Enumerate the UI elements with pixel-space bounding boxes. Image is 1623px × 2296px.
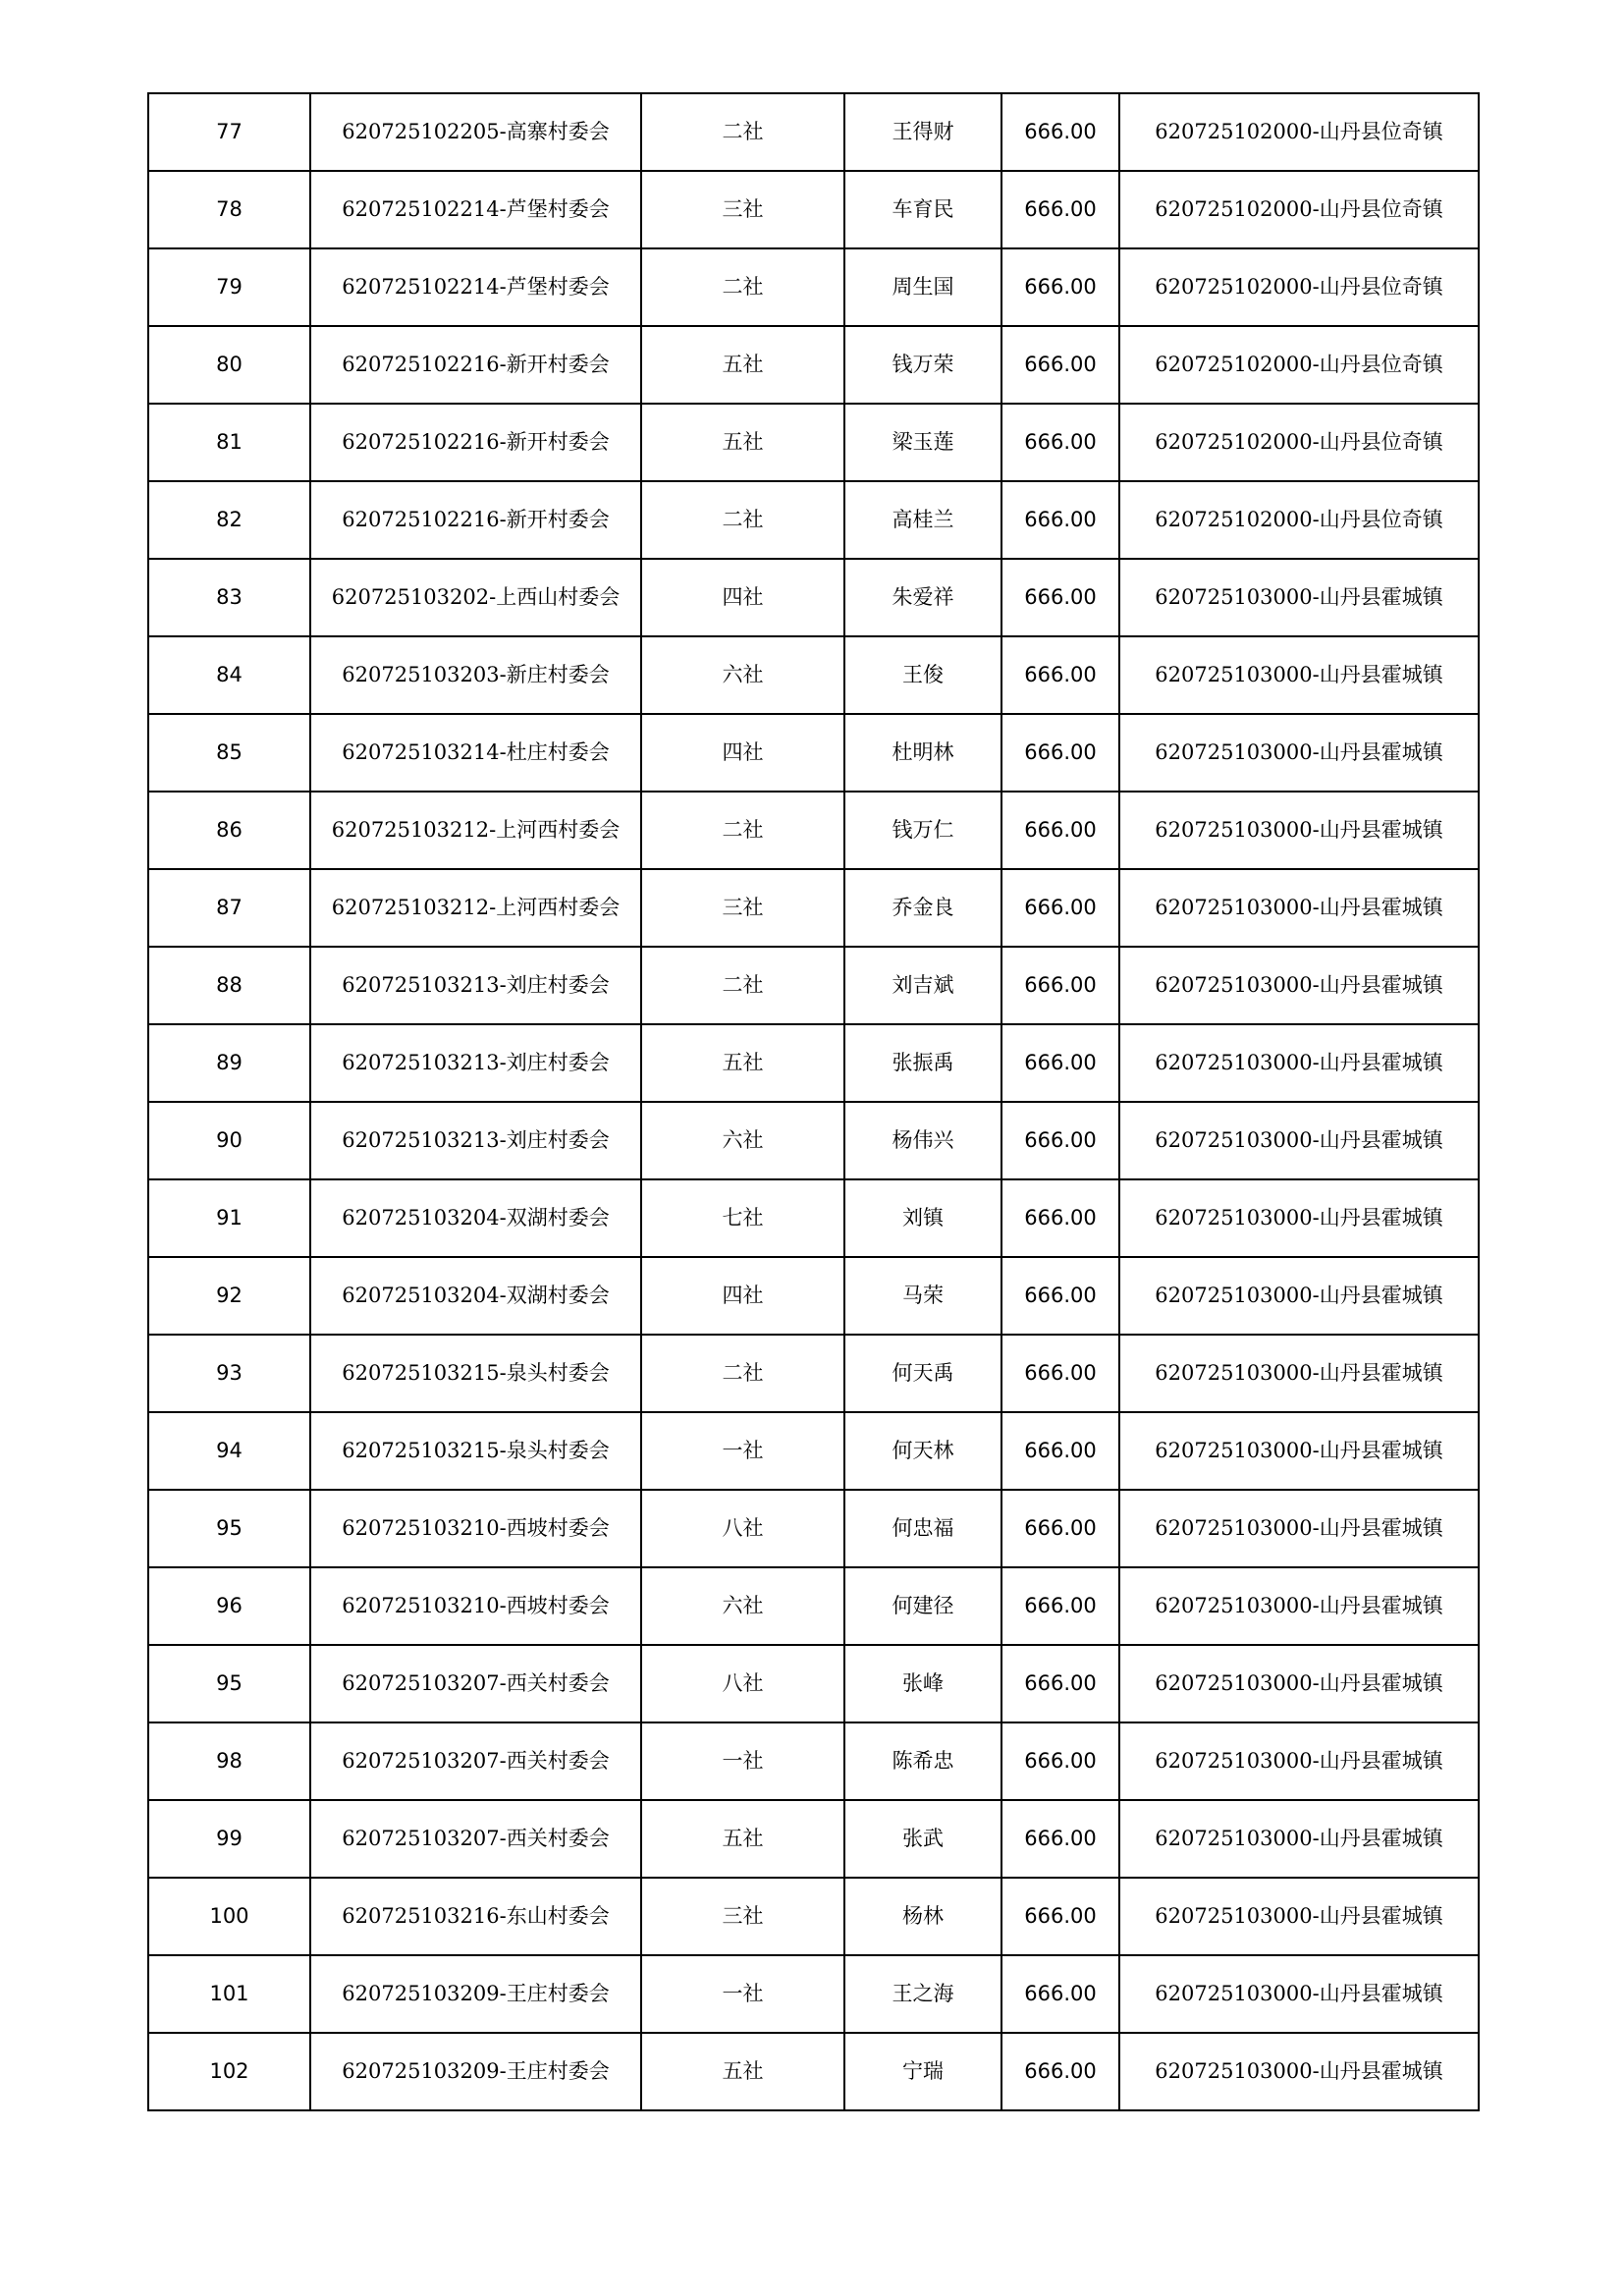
cell-village-committee: 620725103204-双湖村委会 (310, 1179, 641, 1257)
cell-village-group: 八社 (641, 1645, 844, 1722)
cell-serial-number: 84 (148, 636, 310, 714)
cell-person-name: 王之海 (844, 1955, 1001, 2033)
cell-village-group: 一社 (641, 1722, 844, 1800)
cell-village-group: 四社 (641, 559, 844, 636)
cell-village-committee: 620725103207-西关村委会 (310, 1800, 641, 1878)
cell-village-committee: 620725102205-高寨村委会 (310, 93, 641, 171)
cell-township: 620725103000-山丹县霍城镇 (1119, 1645, 1479, 1722)
cell-serial-number: 80 (148, 326, 310, 404)
cell-serial-number: 93 (148, 1335, 310, 1412)
cell-township: 620725103000-山丹县霍城镇 (1119, 1102, 1479, 1179)
cell-serial-number: 88 (148, 947, 310, 1024)
cell-amount: 666.00 (1001, 1102, 1119, 1179)
cell-serial-number: 94 (148, 1412, 310, 1490)
cell-serial-number: 95 (148, 1490, 310, 1567)
table-row (148, 481, 1479, 559)
cell-amount: 666.00 (1001, 481, 1119, 559)
table-row (148, 1490, 1479, 1567)
cell-village-committee: 620725103202-上西山村委会 (310, 559, 641, 636)
cell-village-group: 八社 (641, 1490, 844, 1567)
cell-person-name: 何建径 (844, 1567, 1001, 1645)
table-row (148, 1412, 1479, 1490)
cell-serial-number: 102 (148, 2033, 310, 2110)
cell-amount: 666.00 (1001, 1490, 1119, 1567)
cell-village-committee: 620725103215-泉头村委会 (310, 1335, 641, 1412)
cell-township: 620725103000-山丹县霍城镇 (1119, 792, 1479, 869)
cell-person-name: 杨伟兴 (844, 1102, 1001, 1179)
cell-village-committee: 620725102214-芦堡村委会 (310, 248, 641, 326)
cell-village-group: 六社 (641, 636, 844, 714)
table-row (148, 1645, 1479, 1722)
table-row (148, 93, 1479, 171)
table-row (148, 1878, 1479, 1955)
cell-amount: 666.00 (1001, 93, 1119, 171)
table-row (148, 636, 1479, 714)
table-row (148, 1722, 1479, 1800)
table-row (148, 559, 1479, 636)
cell-amount: 666.00 (1001, 636, 1119, 714)
cell-village-group: 七社 (641, 1179, 844, 1257)
table-row (148, 1179, 1479, 1257)
cell-person-name: 何天林 (844, 1412, 1001, 1490)
cell-village-group: 六社 (641, 1567, 844, 1645)
cell-township: 620725103000-山丹县霍城镇 (1119, 559, 1479, 636)
cell-amount: 666.00 (1001, 1645, 1119, 1722)
table-row (148, 171, 1479, 248)
cell-village-committee: 620725102216-新开村委会 (310, 404, 641, 481)
cell-amount: 666.00 (1001, 404, 1119, 481)
cell-village-committee: 620725103210-西坡村委会 (310, 1490, 641, 1567)
cell-amount: 666.00 (1001, 1878, 1119, 1955)
cell-township: 620725102000-山丹县位奇镇 (1119, 248, 1479, 326)
cell-person-name: 杜明林 (844, 714, 1001, 792)
cell-village-group: 五社 (641, 1800, 844, 1878)
cell-amount: 666.00 (1001, 1800, 1119, 1878)
table-row (148, 1257, 1479, 1335)
cell-serial-number: 96 (148, 1567, 310, 1645)
cell-village-group: 五社 (641, 1024, 844, 1102)
cell-amount: 666.00 (1001, 1412, 1119, 1490)
cell-township: 620725103000-山丹县霍城镇 (1119, 869, 1479, 947)
cell-serial-number: 90 (148, 1102, 310, 1179)
cell-township: 620725102000-山丹县位奇镇 (1119, 171, 1479, 248)
roster-table-body (148, 93, 1479, 2110)
cell-village-group: 六社 (641, 1102, 844, 1179)
cell-village-group: 四社 (641, 714, 844, 792)
cell-person-name: 王得财 (844, 93, 1001, 171)
cell-township: 620725103000-山丹县霍城镇 (1119, 1179, 1479, 1257)
cell-person-name: 何天禹 (844, 1335, 1001, 1412)
cell-serial-number: 85 (148, 714, 310, 792)
cell-person-name: 马荣 (844, 1257, 1001, 1335)
cell-amount: 666.00 (1001, 792, 1119, 869)
cell-person-name: 车育民 (844, 171, 1001, 248)
cell-person-name: 梁玉莲 (844, 404, 1001, 481)
cell-person-name: 杨林 (844, 1878, 1001, 1955)
cell-serial-number: 92 (148, 1257, 310, 1335)
cell-township: 620725102000-山丹县位奇镇 (1119, 326, 1479, 404)
cell-person-name: 陈希忠 (844, 1722, 1001, 1800)
cell-village-group: 二社 (641, 248, 844, 326)
cell-amount: 666.00 (1001, 1257, 1119, 1335)
cell-person-name: 张峰 (844, 1645, 1001, 1722)
cell-village-group: 三社 (641, 1878, 844, 1955)
cell-amount: 666.00 (1001, 947, 1119, 1024)
cell-township: 620725103000-山丹县霍城镇 (1119, 1722, 1479, 1800)
cell-village-committee: 620725103213-刘庄村委会 (310, 947, 641, 1024)
cell-township: 620725103000-山丹县霍城镇 (1119, 1800, 1479, 1878)
cell-person-name: 钱万仁 (844, 792, 1001, 869)
cell-person-name: 王俊 (844, 636, 1001, 714)
cell-person-name: 何忠福 (844, 1490, 1001, 1567)
cell-village-committee: 620725103214-杜庄村委会 (310, 714, 641, 792)
cell-serial-number: 77 (148, 93, 310, 171)
table-row (148, 248, 1479, 326)
cell-serial-number: 98 (148, 1722, 310, 1800)
cell-serial-number: 101 (148, 1955, 310, 2033)
cell-village-committee: 620725103212-上河西村委会 (310, 869, 641, 947)
cell-village-committee: 620725103213-刘庄村委会 (310, 1024, 641, 1102)
table-row (148, 1335, 1479, 1412)
cell-village-committee: 620725102216-新开村委会 (310, 326, 641, 404)
cell-person-name: 乔金良 (844, 869, 1001, 947)
cell-village-group: 二社 (641, 1335, 844, 1412)
cell-township: 620725103000-山丹县霍城镇 (1119, 947, 1479, 1024)
cell-village-group: 二社 (641, 481, 844, 559)
cell-serial-number: 82 (148, 481, 310, 559)
cell-township: 620725103000-山丹县霍城镇 (1119, 714, 1479, 792)
table-row (148, 792, 1479, 869)
table-row (148, 326, 1479, 404)
cell-village-group: 四社 (641, 1257, 844, 1335)
cell-village-group: 二社 (641, 792, 844, 869)
cell-serial-number: 83 (148, 559, 310, 636)
cell-serial-number: 81 (148, 404, 310, 481)
cell-person-name: 张武 (844, 1800, 1001, 1878)
cell-township: 620725102000-山丹县位奇镇 (1119, 481, 1479, 559)
cell-serial-number: 78 (148, 171, 310, 248)
table-row (148, 1567, 1479, 1645)
cell-village-group: 二社 (641, 93, 844, 171)
table-row (148, 1102, 1479, 1179)
cell-township: 620725103000-山丹县霍城镇 (1119, 1955, 1479, 2033)
cell-amount: 666.00 (1001, 1567, 1119, 1645)
cell-amount: 666.00 (1001, 1722, 1119, 1800)
table-row (148, 1024, 1479, 1102)
cell-township: 620725103000-山丹县霍城镇 (1119, 2033, 1479, 2110)
cell-township: 620725102000-山丹县位奇镇 (1119, 404, 1479, 481)
cell-township: 620725103000-山丹县霍城镇 (1119, 1257, 1479, 1335)
cell-village-group: 三社 (641, 171, 844, 248)
cell-serial-number: 99 (148, 1800, 310, 1878)
cell-amount: 666.00 (1001, 1179, 1119, 1257)
cell-village-group: 五社 (641, 404, 844, 481)
cell-serial-number: 79 (148, 248, 310, 326)
cell-amount: 666.00 (1001, 869, 1119, 947)
cell-township: 620725103000-山丹县霍城镇 (1119, 1412, 1479, 1490)
cell-township: 620725103000-山丹县霍城镇 (1119, 1490, 1479, 1567)
cell-village-committee: 620725103213-刘庄村委会 (310, 1102, 641, 1179)
cell-township: 620725103000-山丹县霍城镇 (1119, 1567, 1479, 1645)
cell-serial-number: 100 (148, 1878, 310, 1955)
cell-township: 620725103000-山丹县霍城镇 (1119, 1878, 1479, 1955)
cell-amount: 666.00 (1001, 559, 1119, 636)
cell-amount: 666.00 (1001, 714, 1119, 792)
cell-village-committee: 620725103215-泉头村委会 (310, 1412, 641, 1490)
cell-village-group: 三社 (641, 869, 844, 947)
cell-amount: 666.00 (1001, 248, 1119, 326)
cell-village-group: 一社 (641, 1955, 844, 2033)
cell-serial-number: 89 (148, 1024, 310, 1102)
cell-village-committee: 620725102216-新开村委会 (310, 481, 641, 559)
cell-person-name: 宁瑞 (844, 2033, 1001, 2110)
cell-person-name: 朱爱祥 (844, 559, 1001, 636)
cell-person-name: 张振禹 (844, 1024, 1001, 1102)
cell-serial-number: 87 (148, 869, 310, 947)
cell-village-group: 一社 (641, 1412, 844, 1490)
table-row (148, 869, 1479, 947)
cell-amount: 666.00 (1001, 2033, 1119, 2110)
cell-township: 620725102000-山丹县位奇镇 (1119, 93, 1479, 171)
cell-village-committee: 620725103209-王庄村委会 (310, 2033, 641, 2110)
subsidy-roster-table (147, 92, 1480, 2111)
cell-township: 620725103000-山丹县霍城镇 (1119, 636, 1479, 714)
cell-village-committee: 620725103210-西坡村委会 (310, 1567, 641, 1645)
cell-township: 620725103000-山丹县霍城镇 (1119, 1335, 1479, 1412)
cell-village-committee: 620725103209-王庄村委会 (310, 1955, 641, 2033)
cell-amount: 666.00 (1001, 1955, 1119, 2033)
cell-person-name: 刘吉斌 (844, 947, 1001, 1024)
cell-amount: 666.00 (1001, 1335, 1119, 1412)
cell-person-name: 周生国 (844, 248, 1001, 326)
table-row (148, 404, 1479, 481)
cell-village-group: 二社 (641, 947, 844, 1024)
table-row (148, 1955, 1479, 2033)
cell-village-committee: 620725103212-上河西村委会 (310, 792, 641, 869)
cell-village-committee: 620725103216-东山村委会 (310, 1878, 641, 1955)
cell-serial-number: 91 (148, 1179, 310, 1257)
cell-amount: 666.00 (1001, 326, 1119, 404)
cell-village-committee: 620725103203-新庄村委会 (310, 636, 641, 714)
cell-village-group: 五社 (641, 326, 844, 404)
cell-village-committee: 620725103204-双湖村委会 (310, 1257, 641, 1335)
cell-person-name: 钱万荣 (844, 326, 1001, 404)
table-row (148, 714, 1479, 792)
table-row (148, 1800, 1479, 1878)
cell-village-committee: 620725103207-西关村委会 (310, 1722, 641, 1800)
table-row (148, 947, 1479, 1024)
cell-amount: 666.00 (1001, 1024, 1119, 1102)
cell-serial-number: 86 (148, 792, 310, 869)
cell-village-committee: 620725103207-西关村委会 (310, 1645, 641, 1722)
table-row (148, 2033, 1479, 2110)
cell-person-name: 高桂兰 (844, 481, 1001, 559)
cell-village-committee: 620725102214-芦堡村委会 (310, 171, 641, 248)
cell-person-name: 刘镇 (844, 1179, 1001, 1257)
cell-amount: 666.00 (1001, 171, 1119, 248)
cell-serial-number: 95 (148, 1645, 310, 1722)
cell-township: 620725103000-山丹县霍城镇 (1119, 1024, 1479, 1102)
cell-village-group: 五社 (641, 2033, 844, 2110)
